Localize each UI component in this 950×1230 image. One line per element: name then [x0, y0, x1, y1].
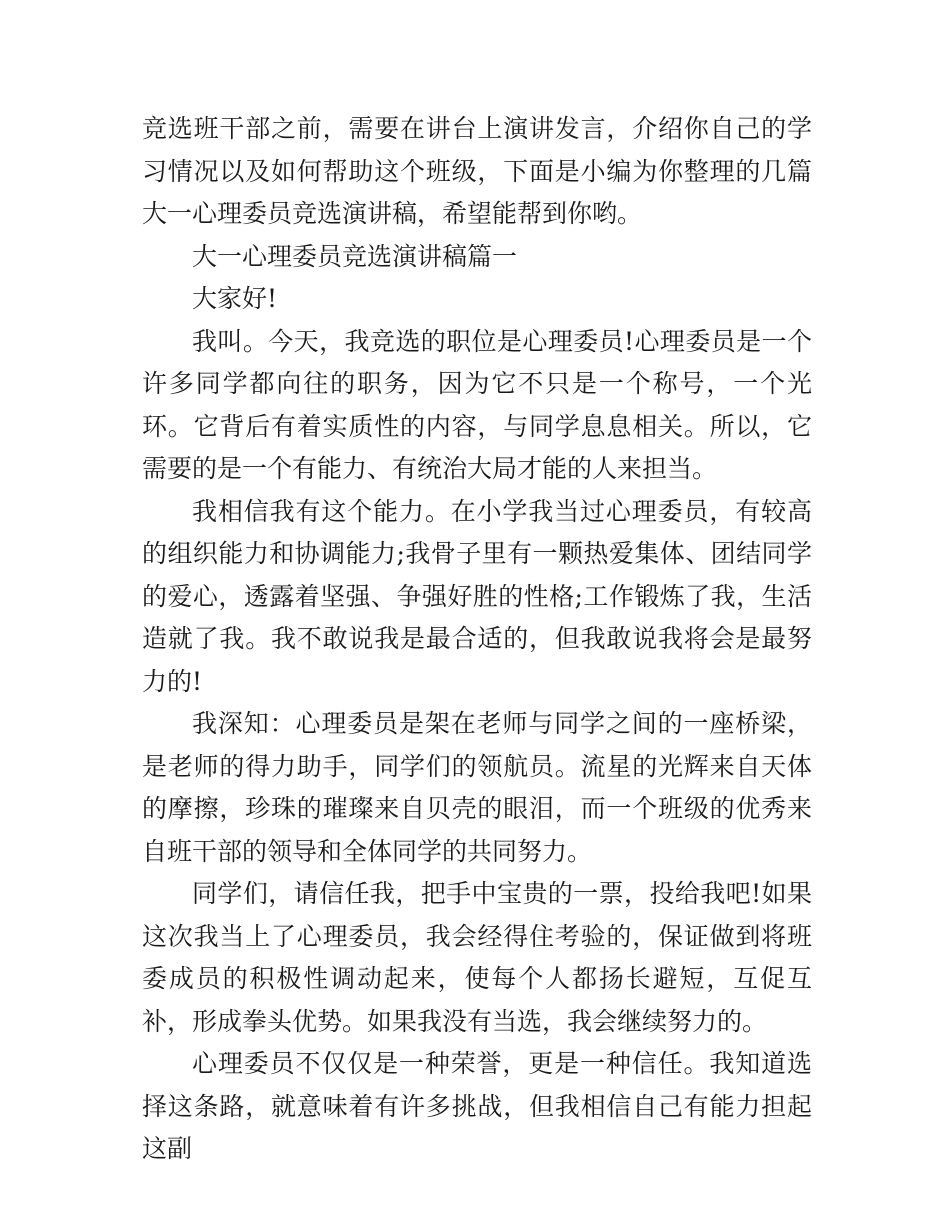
section-heading: 大一心理委员竞选演讲稿篇一 — [192, 241, 518, 271]
body-paragraph: 我深知：心理委员是架在老师与同学之间的一座桥梁，是老师的得力助手，同学们的领航员。流星的光辉来自天体的摩擦，珍珠的璀璨来自贝壳的眼泪，而一个班级的优秀来自班干部的领导和全体同学的共同努力。 — [142, 709, 812, 866]
body-paragraph: 我叫。今天，我竞选的职位是心理委员!心理委员是一个许多同学都向往的职务，因为它不只是一个称号，一个光环。它背后有着实质性的内容，与同学息息相关。所以，它需要的是一个有能力、有统治大局才能的人来担当。 — [142, 326, 812, 483]
document-body — [142, 108, 812, 1171]
greeting-paragraph: 大家好! — [192, 284, 278, 313]
body-paragraph: 我相信我有这个能力。在小学我当过心理委员，有较高的组织能力和协调能力;我骨子里有一颗热爱集体、团结同学的爱心，透露着坚强、争强好胜的性格;工作锻炼了我，生活造就了我。我不敢说我是最合适的，但我敢说我将会是最努力的! — [142, 496, 812, 696]
intro-paragraph: 竞选班干部之前，需要在讲台上演讲发言，介绍你自己的学习情况以及如何帮助这个班级，下面是小编为你整理的几篇大一心理委员竞选演讲稿，希望能帮到你哟。 — [142, 114, 812, 228]
body-paragraph: 心理委员不仅仅是一种荣誉，更是一种信任。我知道选择这条路，就意味着有许多挑战，但我相信自己有能力担起这副 — [142, 1049, 812, 1163]
body-paragraph: 同学们，请信任我，把手中宝贵的一票，投给我吧!如果这次我当上了心理委员，我会经得住考验的，保证做到将班委成员的积极性调动起来，使每个人都扬长避短，互促互补，形成拳头优势。如果我没有当选，我会继续努力的。 — [142, 879, 812, 1036]
